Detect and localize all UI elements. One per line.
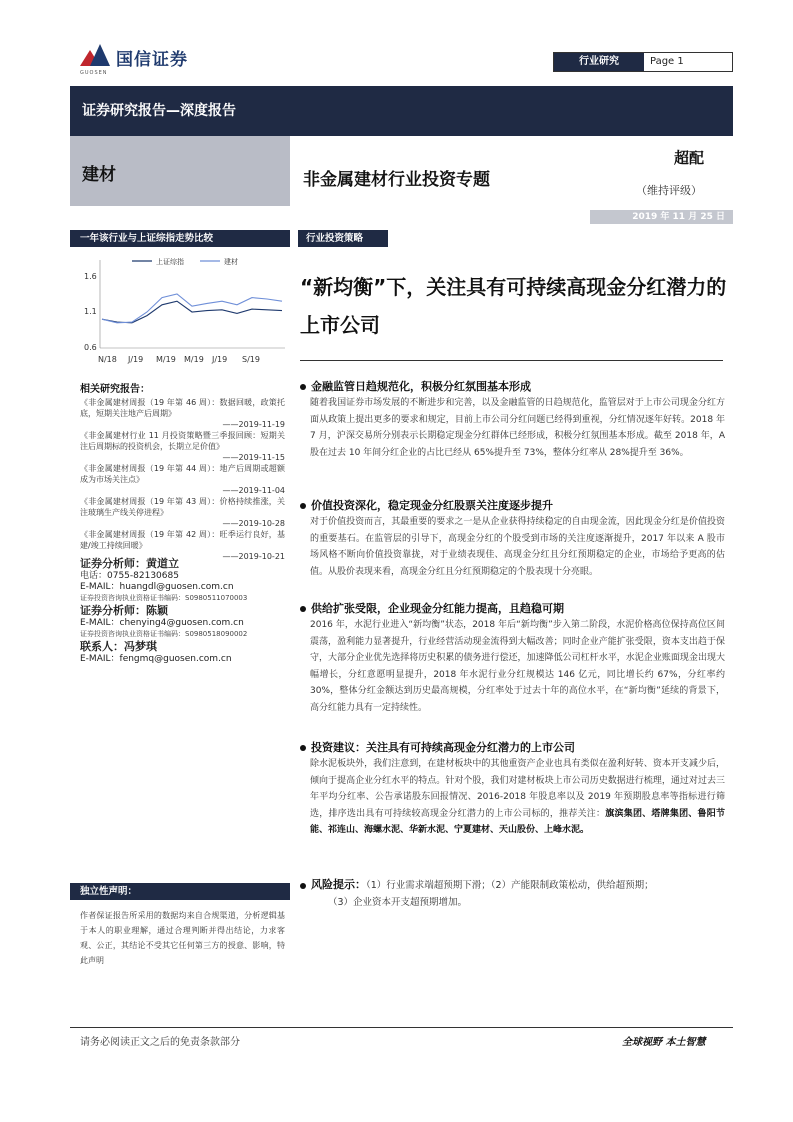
risk-label: 风险提示： — [311, 878, 366, 891]
related-date: ——2019-10-28 — [222, 519, 285, 528]
related-heading: 相关研究报告： — [80, 384, 150, 395]
series-line-index — [102, 301, 282, 323]
performance-chart — [70, 250, 290, 370]
x-tick-label: S/19 — [242, 355, 260, 364]
legend-label-sector: 建材 — [224, 258, 238, 266]
bullet-title: 投资建议：关注具有可持续高现金分红潜力的上市公司 — [300, 739, 575, 755]
footer-slogan: 全球视野 本土智慧 — [622, 1037, 706, 1048]
report-date: 2019 年 11 月 25 日 — [590, 210, 733, 224]
risk-line: （3）企业资本开支超预期增加。 — [328, 897, 468, 908]
x-tick-label: M/19 — [184, 355, 204, 364]
bullet-icon — [300, 606, 306, 612]
page-label: Page 1 — [650, 56, 684, 67]
report-category-band: 证券研究报告—深度报告 — [70, 86, 733, 136]
divider — [300, 360, 723, 361]
report-type-label: 行业研究 — [554, 53, 644, 71]
bullet-icon — [300, 503, 306, 509]
disclaimer-title: 独立性声明： — [70, 883, 290, 900]
footer-divider — [70, 1027, 733, 1028]
related-item[interactable]: 《非金属建材行业 11 月投资策略暨三季报回顾：短期关注后周期标的投资机会，长期立足价值》 — [80, 431, 285, 451]
report-title: 非金属建材行业投资专题 — [303, 170, 490, 190]
related-date: ——2019-11-04 — [222, 486, 285, 495]
bullet-icon — [300, 883, 306, 889]
report-type-box — [553, 52, 733, 72]
related-item[interactable]: 《非金属建材周报（19 年第 42 周）：旺季运行良好，基建/竣工持续回暖》 — [80, 530, 285, 550]
logo-sub: GUOSEN — [80, 70, 108, 76]
analyst-block — [80, 556, 290, 665]
y-tick-label: 1.1 — [84, 307, 97, 316]
series-line-sector — [102, 294, 282, 323]
rating-value: 超配 — [674, 149, 705, 167]
related-item[interactable]: 《非金属建材周报（19 年第 46 周）：数据回暖，政策托底，短期关注地产后周期》 — [80, 398, 285, 418]
y-tick-label: 1.6 — [84, 272, 97, 281]
analyst-email[interactable]: E-MAIL：huangdl@guosen.com.cn — [80, 582, 234, 592]
analyst-name: 证券分析师：陈颖 — [80, 604, 168, 617]
bullet-body: 2016 年，水泥行业进入“新均衡”状态，2018 年后“新均衡”步入第二阶段，水泥价格高位保持高位区间震荡，盈利能力显著提升，行业经营活动现金流得到大幅改善；同时企业产能扩张受限，资本支出趋于保守，大部分企业优先选择将历史积累的债务进行偿还，加速降低公司杠杆水平，水泥企业账面现金出现大幅增长，分红意愿明显提升，2018 年水泥行业分红规模达 146 亿元，同比增长约 67%，分红率约 30%，整体分红金额达到历史最高规模，分红率处于过去十年的高位水平，在“新均衡”延续的背景下，高分红能力具有一定持续性。 — [310, 620, 725, 713]
related-date: ——2019-11-15 — [222, 453, 285, 462]
disclaimer-text: 作者保证报告所采用的数据均来自合规渠道，分析逻辑基于本人的职业理解，通过合理判断并得出结论，力求客观、公正，其结论不受其它任何第三方的授意、影响，特此声明 — [80, 911, 285, 965]
logo-name: 国信证券 — [116, 49, 188, 70]
bullet-title: 金融监管日趋规范化，积极分红氛围基本形成 — [300, 378, 531, 394]
analyst-license: 证券投资咨询执业资格证书编码：S0980511070003 — [80, 594, 248, 602]
analyst-email[interactable]: E-MAIL：chenying4@guosen.com.cn — [80, 618, 244, 628]
related-item[interactable]: 《非金属建材周报（19 年第 43 周）：价格持续推涨，关注玻璃生产线关停进程》 — [80, 497, 285, 517]
risk-line: （1）行业需求端超预期下滑；（2）产能限制政策松动，供给超预期； — [366, 880, 654, 891]
bullet-icon — [300, 384, 306, 390]
contact-email[interactable]: E-MAIL：fengmq@guosen.com.cn — [80, 654, 232, 664]
analyst-license: 证券投资咨询执业资格证书编码：S0980518090002 — [80, 630, 248, 638]
sector-name: 建材 — [82, 165, 116, 185]
x-tick-label: N/18 — [98, 355, 117, 364]
risk-block — [300, 876, 730, 911]
contact-name: 联系人：冯梦琪 — [80, 640, 157, 653]
performance-chart-svg — [70, 250, 290, 370]
x-tick-label: M/19 — [156, 355, 176, 364]
related-date: ——2019-10-21 — [222, 552, 285, 561]
footer-disclaimer: 请务必阅读正文之后的免责条款部分 — [80, 1037, 240, 1048]
related-item[interactable]: 《非金属建材周报（19 年第 44 周）：地产后周期或超额成为市场关注点》 — [80, 464, 285, 484]
chart-section-title: 一年该行业与上证综指走势比较 — [70, 230, 290, 247]
analyst-phone: 电话：0755-82130685 — [80, 571, 179, 581]
analyst-name: 证券分析师：黄道立 — [80, 557, 179, 570]
guosen-logo — [80, 44, 188, 70]
x-tick-label: J/19 — [212, 355, 228, 364]
related-reports — [80, 384, 285, 562]
bullet-icon — [300, 745, 306, 751]
related-date: ——2019-11-19 — [222, 420, 285, 429]
strategy-tag: 行业投资策略 — [298, 230, 388, 247]
bullet-body: 除水泥板块外，我们注意到，在建材板块中的其他重资产企业也具有类似在盈利好转、资本开支减少后，倾向于提高企业分红水平的特点。针对个股，我们对建材板块上市公司历史数据进行梳理，通过对过去三年平均分红率、公告承诺股东回报情况、2016-2018 年股息率以及 2019 年预期股息率等指标进行筛选，排序选出具有可持续较高现金分红潜力的上市公司标的，推荐关注：旗滨集团、塔牌集团、鲁阳节能、祁连山、海螺水泥、华新水泥、宁夏建材、天山股份、上峰水泥。 — [310, 759, 725, 835]
bullet-title: 价值投资深化，稳定现金分红股票关注度逐步提升 — [300, 497, 553, 513]
bullet-title: 供给扩张受限，企业现金分红能力提高，且趋稳可期 — [300, 600, 564, 616]
y-tick-label: 0.6 — [84, 343, 97, 352]
legend-label-index: 上证综指 — [156, 258, 184, 266]
headline: “新均衡”下，关注具有可持续高现金分红潜力的上市公司 — [300, 275, 727, 337]
bullet-body: 对于价值投资而言，其最重要的要求之一是从企业获得持续稳定的自由现金流，因此现金分红是价值投资的重要基石。在监管层的引导下，高现金分红的个股受到市场的关注度逐渐提升，2017 年以来 A 股市场风格不断向价值投资靠拢，对于业绩表现佳、高现金分红且分红预期稳定的企业，市场给予更高的估值。从股价表现来看，高现金分红且分红预期稳定的个股表现十分亮眼。 — [310, 517, 725, 577]
guosen-logo-icon — [80, 44, 110, 70]
x-tick-label: J/19 — [128, 355, 144, 364]
recommended-stocks: 旗滨集团、塔牌集团、鲁阳节能、祁连山、海螺水泥、华新水泥、宁夏建材、天山股份、上峰水泥。 — [310, 808, 725, 835]
bullet-body: 随着我国证券市场发展的不断进步和完善，以及金融监管的日趋规范化，监管层对于上市公司现金分红方面从政策上提出更多的要求和规定，目前上市公司分红问题已经得到重视，分红情况逐年好转。2018 年 7 月，沪深交易所分别表示长期稳定现金分红群体已经形成，积极分红氛围基本形成。截至 2018 年，A 股在过去 10 年间分红企业的占比已经从 65%提升至 73%，整体分红率从 28%提升至 36%。 — [310, 398, 725, 458]
rating-note: （维持评级） — [636, 184, 702, 197]
